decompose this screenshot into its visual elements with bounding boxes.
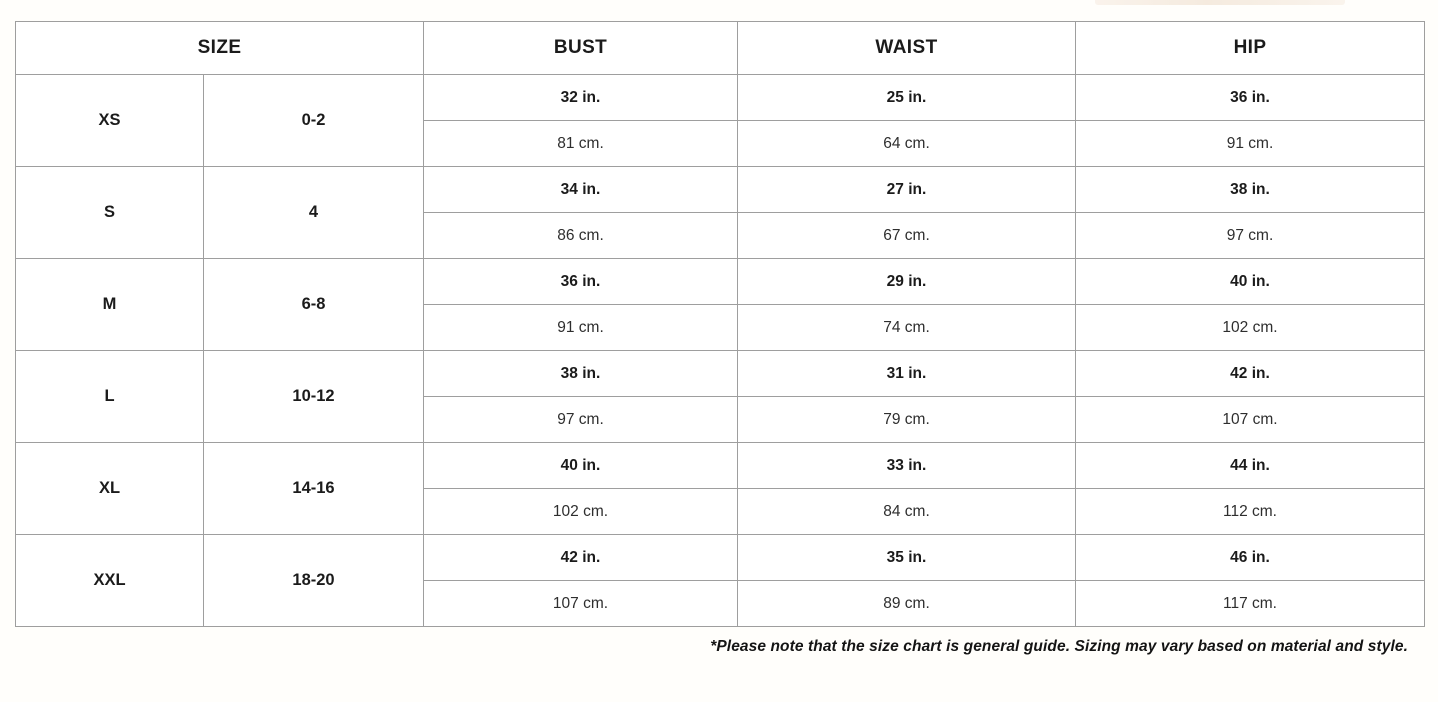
table-row [16,167,1425,213]
waist-inches-xs: 25 in. [738,75,1076,121]
size-range-xl: 14-16 [204,443,424,535]
size-range-xs: 0-2 [204,75,424,167]
bust-inches-xl: 40 in. [424,443,738,489]
waist-inches-m: 29 in. [738,259,1076,305]
bust-cm-s: 86 cm. [424,213,738,259]
bust-cm-l: 97 cm. [424,397,738,443]
waist-cm-m: 74 cm. [738,305,1076,351]
hip-cm-xs: 91 cm. [1076,121,1425,167]
hip-cm-s: 97 cm. [1076,213,1425,259]
hip-inches-l: 42 in. [1076,351,1425,397]
column-header-size: SIZE [16,22,424,75]
hip-inches-m: 40 in. [1076,259,1425,305]
bust-cm-xxl: 107 cm. [424,581,738,627]
waist-inches-l: 31 in. [738,351,1076,397]
size-letter-s: S [16,167,204,259]
hip-cm-xxl: 117 cm. [1076,581,1425,627]
waist-cm-xl: 84 cm. [738,489,1076,535]
table-row [16,351,1425,397]
table-row [16,75,1425,121]
size-range-l: 10-12 [204,351,424,443]
hip-cm-l: 107 cm. [1076,397,1425,443]
bust-inches-m: 36 in. [424,259,738,305]
column-header-waist: WAIST [738,22,1076,75]
hip-inches-s: 38 in. [1076,167,1425,213]
bust-cm-xs: 81 cm. [424,121,738,167]
size-chart-footnote: *Please note that the size chart is general guide. Sizing may vary based on material and style. [710,638,1408,655]
bust-inches-l: 38 in. [424,351,738,397]
bust-inches-xs: 32 in. [424,75,738,121]
size-letter-xs: XS [16,75,204,167]
waist-inches-xxl: 35 in. [738,535,1076,581]
table-row [16,443,1425,489]
cropped-top-decoration [1095,0,1345,5]
hip-inches-xl: 44 in. [1076,443,1425,489]
size-range-xxl: 18-20 [204,535,424,627]
waist-cm-s: 67 cm. [738,213,1076,259]
waist-cm-l: 79 cm. [738,397,1076,443]
size-letter-l: L [16,351,204,443]
table-row [16,535,1425,581]
bust-cm-m: 91 cm. [424,305,738,351]
size-letter-xl: XL [16,443,204,535]
column-header-bust: BUST [424,22,738,75]
size-letter-xxl: XXL [16,535,204,627]
bust-inches-xxl: 42 in. [424,535,738,581]
table-row [16,259,1425,305]
bust-inches-s: 34 in. [424,167,738,213]
waist-cm-xxl: 89 cm. [738,581,1076,627]
size-range-m: 6-8 [204,259,424,351]
hip-inches-xs: 36 in. [1076,75,1425,121]
size-chart-table [15,21,1425,627]
waist-inches-xl: 33 in. [738,443,1076,489]
hip-inches-xxl: 46 in. [1076,535,1425,581]
bust-cm-xl: 102 cm. [424,489,738,535]
column-header-hip: HIP [1076,22,1425,75]
waist-cm-xs: 64 cm. [738,121,1076,167]
header-row [16,22,1425,75]
waist-inches-s: 27 in. [738,167,1076,213]
size-range-s: 4 [204,167,424,259]
hip-cm-xl: 112 cm. [1076,489,1425,535]
size-letter-m: M [16,259,204,351]
hip-cm-m: 102 cm. [1076,305,1425,351]
